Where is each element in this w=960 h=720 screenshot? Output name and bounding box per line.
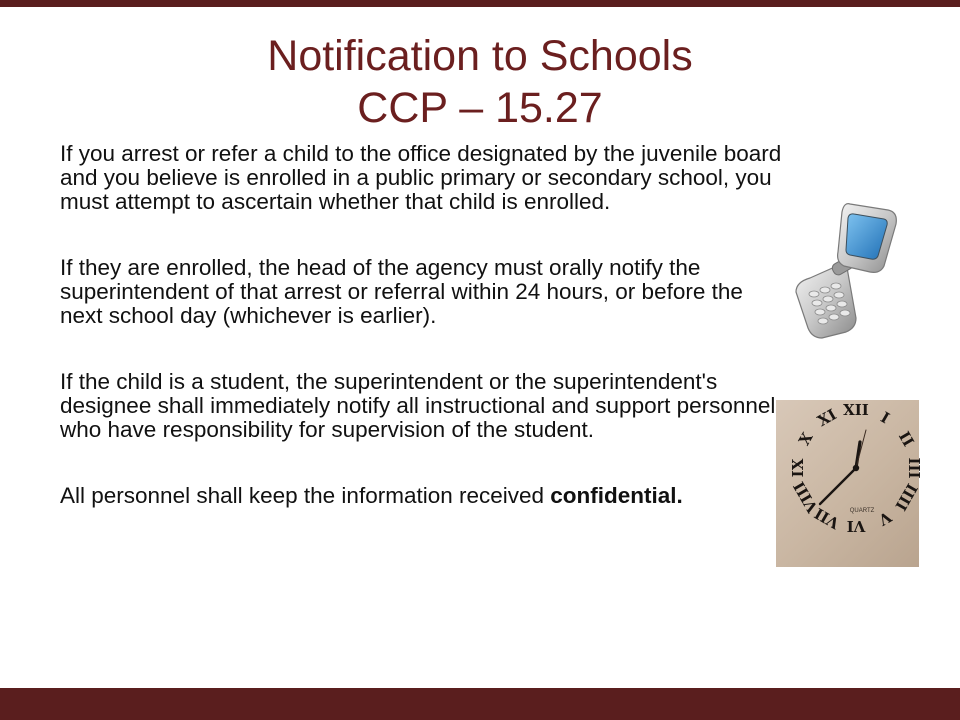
slide-body: [60, 142, 790, 550]
clock-numeral: III: [905, 457, 923, 479]
bottom-bar: [0, 688, 960, 720]
clock-numeral: I: [877, 408, 893, 428]
wall-clock-image: [776, 400, 923, 567]
confidential-bold-text: confidential.: [550, 483, 683, 508]
clock-numeral: XI: [814, 405, 840, 431]
clock-hands: [820, 430, 866, 504]
clock-numeral: II: [894, 428, 918, 450]
top-bar: [0, 0, 960, 7]
clock-numeral: IIII: [891, 480, 922, 514]
paragraph-notify-superintendent: If they are enrolled, the head of the agency must orally notify the superintendent of that arrest or referral within 24 hours, or before the next school day (whichever is earlier).: [60, 255, 743, 328]
paragraph-ascertain-enrollment: If you arrest or refer a child to the office designated by the juvenile board and you believe is enrolled in a public primary or secondary school, you must attempt to ascertain whether that child is enrolled.: [60, 141, 782, 214]
clock-numeral: V: [875, 507, 895, 529]
slide-title: [0, 30, 960, 134]
confidential-lead-text: All personnel shall keep the information received: [60, 483, 551, 508]
flip-phone-icon: [792, 200, 904, 340]
paragraph-notify-personnel: If the child is a student, the superintendent or the superintendent's designee shall immediately notify all instructional and support personnel who have responsibility for supervision of the student.: [60, 369, 776, 442]
clock-numeral: IX: [789, 458, 807, 478]
title-line-1: Notification to Schools: [267, 32, 693, 80]
title-line-2: CCP – 15.27: [357, 84, 603, 132]
clock-numeral: VIII: [789, 478, 822, 516]
clock-numeral: VII: [811, 503, 843, 533]
clock-numeral: VI: [846, 517, 866, 535]
clock-brand-label: QUARTZ: [849, 508, 875, 514]
clock-numeral: XII: [843, 401, 869, 419]
clock-numeral: X: [795, 429, 817, 449]
paragraph-confidential: [60, 484, 790, 508]
